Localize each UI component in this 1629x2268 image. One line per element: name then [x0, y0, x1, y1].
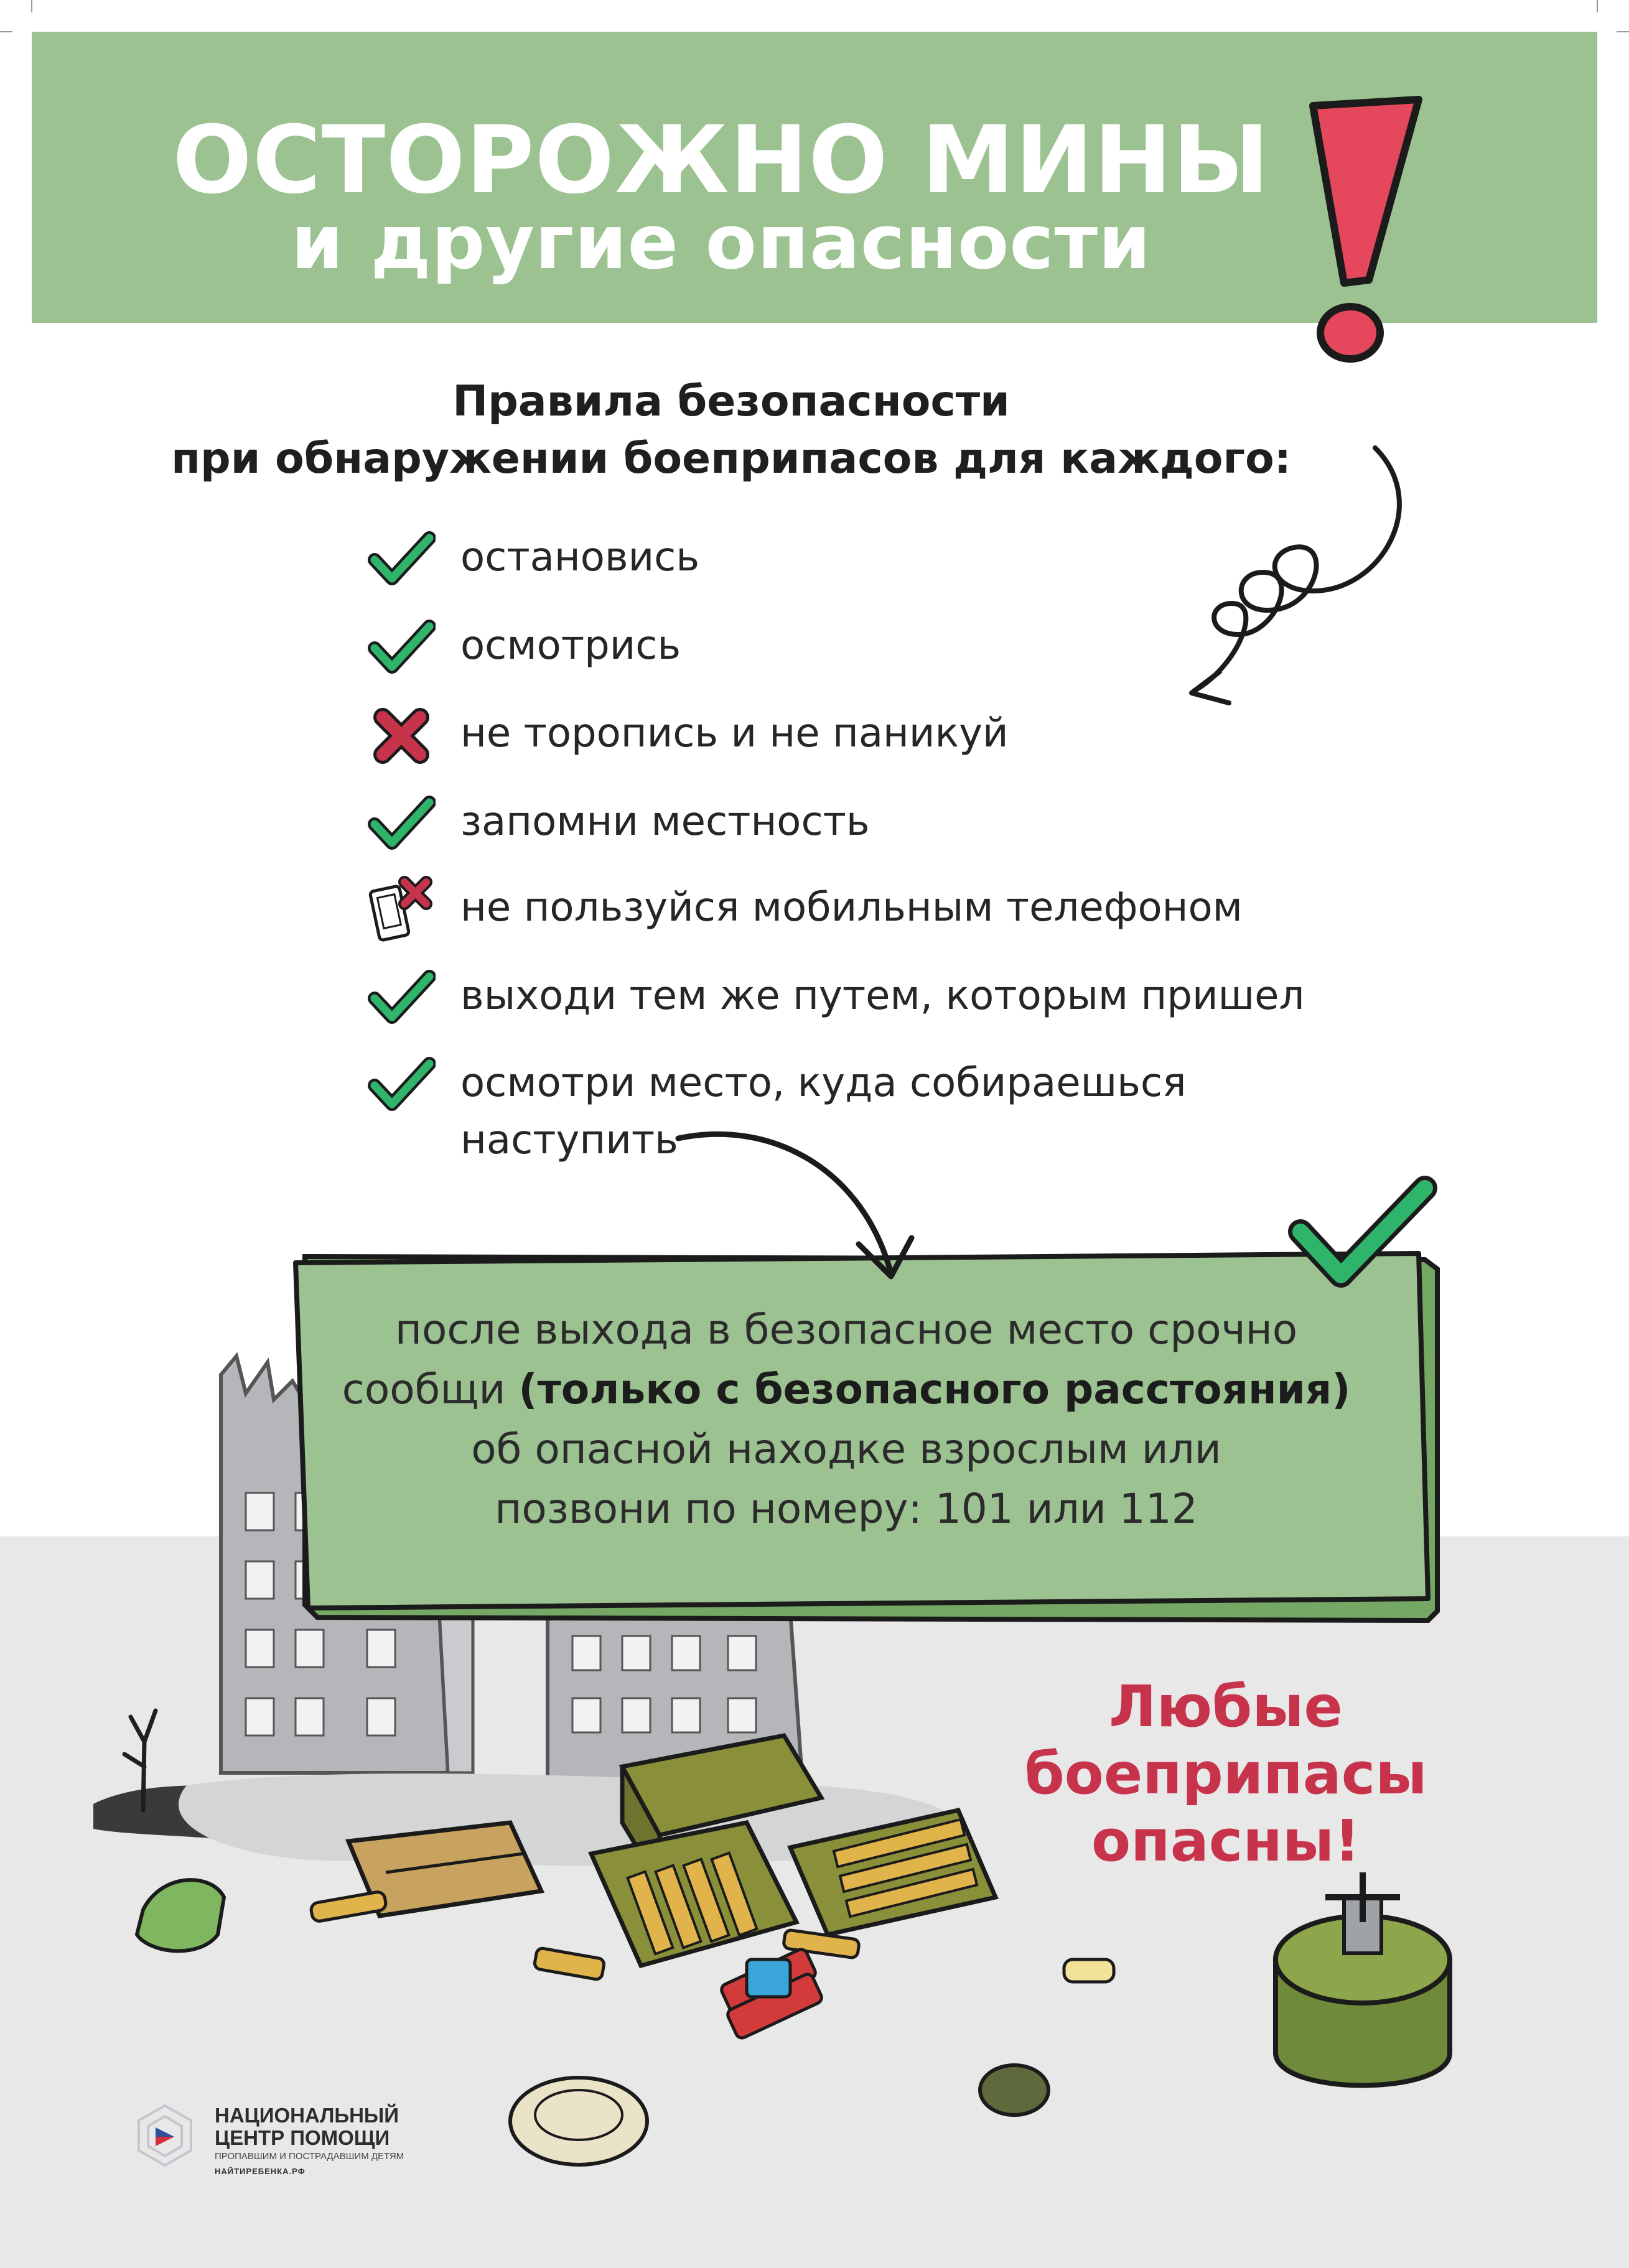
check-icon	[367, 964, 436, 1033]
page-title: ОСТОРОЖНО МИНЫ	[172, 106, 1270, 215]
logo-tagline: ПРОПАВШИМ И ПОСТРАДАВШИМ ДЕТЯМ	[215, 2151, 404, 2162]
crop-mark	[31, 0, 32, 12]
danger-warning	[971, 1673, 1481, 1875]
center-logo-text	[215, 2104, 526, 2178]
check-icon	[367, 790, 436, 858]
check-icon	[1288, 1176, 1437, 1294]
crop-mark	[1617, 31, 1629, 32]
rule-text: выходи тем же путем, которым пришел	[460, 973, 1305, 1019]
warning-line: опасны!	[1091, 1808, 1361, 1874]
rules-heading-line1: Правила безопасности	[452, 377, 1010, 426]
info-line-prefix: сообщи	[342, 1365, 519, 1413]
info-message	[324, 1300, 1369, 1539]
no-phone-icon	[367, 876, 436, 944]
page-subtitle-line: и другие опасности	[291, 200, 1152, 286]
crop-mark	[1597, 0, 1598, 12]
rule-text: осмотри место, куда собираешься	[460, 1060, 1187, 1106]
rule-text: не пользуйся мобильным телефоном	[460, 885, 1243, 931]
rules-heading	[124, 373, 1338, 488]
logo-line: ЦЕНТР ПОМОЩИ	[215, 2126, 390, 2149]
rule-text-continued: наступить	[460, 1117, 678, 1163]
rule-text: остановись	[460, 534, 700, 580]
curly-arrow-icon	[1170, 435, 1431, 746]
rule-text: осмотрись	[460, 623, 681, 669]
exclamation-icon	[1276, 93, 1437, 367]
info-line: об опасной находке взрослым или	[471, 1425, 1221, 1473]
arrow-down-icon	[672, 1113, 933, 1300]
check-icon	[367, 526, 436, 594]
crop-mark	[0, 31, 12, 32]
logo-url: НАЙТИРЕБЕНКА.РФ	[215, 2167, 306, 2176]
info-line-emphasis: (только с безопасного расстояния)	[518, 1365, 1351, 1413]
check-icon	[367, 614, 436, 682]
warning-line: Любые	[1109, 1673, 1343, 1740]
warning-line: боеприпасы	[1024, 1741, 1427, 1807]
rule-text: не торопись и не паникуй	[460, 710, 1009, 756]
info-line: после выхода в безопасное место срочно	[394, 1306, 1298, 1354]
logo-line: НАЦИОНАЛЬНЫЙ	[215, 2104, 399, 2127]
rule-text: запомни местность	[460, 799, 870, 845]
info-line: позвони по номеру: 101 или 112	[495, 1485, 1198, 1533]
check-icon	[367, 1051, 436, 1120]
cross-icon	[367, 702, 436, 770]
rules-heading-line2: при обнаружении боеприпасов для каждого:	[171, 434, 1291, 483]
info-line	[324, 1360, 1369, 1420]
center-logo-icon	[131, 2103, 199, 2171]
